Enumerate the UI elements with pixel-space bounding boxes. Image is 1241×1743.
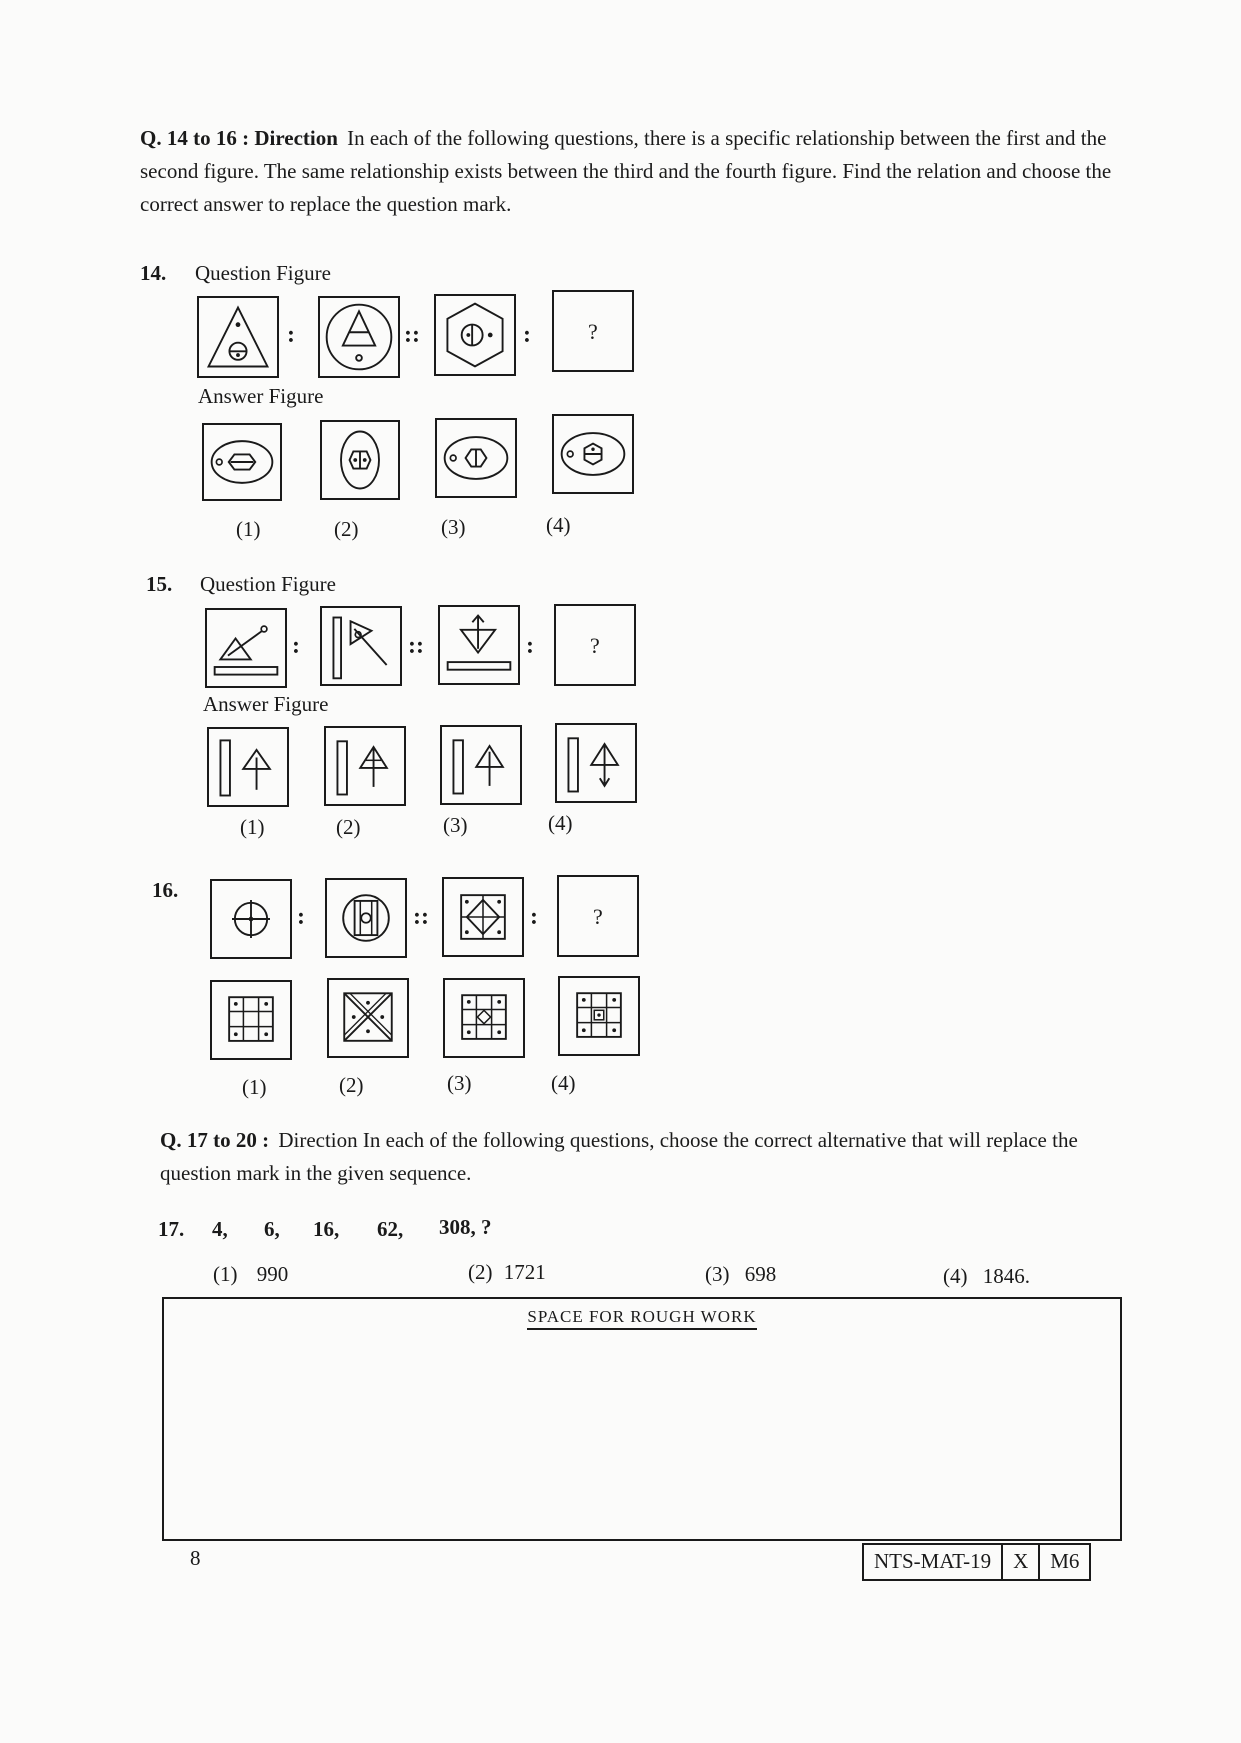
q14-fig1 — [197, 296, 279, 378]
q14-fig3 — [434, 294, 516, 376]
rough-work-box — [162, 1297, 1122, 1541]
q17-option-3-num: (3) — [705, 1262, 730, 1286]
q15-fig2 — [320, 606, 402, 686]
q15-number: 15. — [146, 572, 173, 596]
q16-fig1 — [210, 879, 292, 959]
q16-option-3: (3) — [447, 1071, 472, 1095]
q15-fig3 — [438, 605, 520, 685]
rough-work-label: SPACE FOR ROUGH WORK — [527, 1307, 756, 1330]
q14-colon-1: : — [287, 322, 295, 348]
direction-17-text: Direction In each of the following questions, choose the correct alternative that will replace the question mark in the given sequence. — [160, 1128, 1078, 1185]
q14-answer-label: Answer Figure — [198, 384, 324, 408]
q14-colon-2: : — [523, 322, 531, 348]
q14-question-label: Question Figure — [195, 261, 331, 285]
q14-fig4 — [552, 290, 634, 372]
q16-colon-2: : — [530, 904, 538, 930]
q16-colon-1: : — [297, 904, 305, 930]
q17-option-1-num: (1) — [213, 1262, 238, 1286]
q17-term-1: 4, — [212, 1217, 228, 1241]
direction-label: Q. 14 to 16 : Direction — [140, 126, 338, 150]
q16-option-2: (2) — [339, 1073, 364, 1097]
q17-option-4-value: 1846. — [982, 1264, 1030, 1288]
q14-double-colon: :: — [404, 322, 420, 348]
q15-fig4 — [554, 604, 636, 686]
q16-question-mark: ? — [593, 904, 603, 929]
q17-term-5: 308, ? — [439, 1215, 492, 1239]
q15-fig1 — [205, 608, 287, 688]
q15-ans4[interactable] — [555, 723, 637, 803]
q15-ans2[interactable] — [324, 726, 406, 806]
q14-option-4: (4) — [546, 513, 571, 537]
q16-option-4: (4) — [551, 1071, 576, 1095]
q17-option-2[interactable] — [468, 1262, 546, 1283]
q15-ans3[interactable] — [440, 725, 522, 805]
q15-answer-label: Answer Figure — [203, 692, 329, 716]
q14-option-3: (3) — [441, 515, 466, 539]
q17-term-4: 62, — [377, 1217, 404, 1241]
q17-option-2-value: 1721 — [503, 1260, 546, 1284]
q17-option-1-value: 990 — [256, 1262, 289, 1286]
q14-ans2[interactable] — [320, 420, 400, 500]
q14-fig2 — [318, 296, 400, 378]
q16-ans1[interactable] — [210, 980, 292, 1060]
q14-option-1: (1) — [236, 517, 261, 541]
q15-question-label: Question Figure — [200, 572, 336, 596]
rough-work-title — [164, 1307, 1120, 1327]
q16-number: 16. — [152, 878, 179, 902]
q15-option-2: (2) — [336, 815, 361, 839]
q17-option-2-num: (2) — [468, 1260, 493, 1284]
q17-option-3-value: 698 — [744, 1262, 777, 1286]
q15-colon-1: : — [292, 633, 300, 659]
q15-option-3: (3) — [443, 813, 468, 837]
q17-option-1[interactable] — [213, 1264, 288, 1285]
q14-ans1[interactable] — [202, 423, 282, 501]
direction-14-16 — [140, 122, 1125, 221]
q15-option-1: (1) — [240, 815, 265, 839]
q17-term-3: 16, — [313, 1217, 340, 1241]
paper-class: X — [1003, 1545, 1040, 1579]
paper-code-box — [862, 1543, 1091, 1581]
q15-question-mark: ? — [590, 633, 600, 658]
q15-option-4: (4) — [548, 811, 573, 835]
q16-ans2[interactable] — [327, 978, 409, 1058]
q16-option-1: (1) — [242, 1075, 267, 1099]
q17-term-2: 6, — [264, 1217, 280, 1241]
q16-ans4[interactable] — [558, 976, 640, 1056]
q16-fig3 — [442, 877, 524, 957]
q17-option-4[interactable] — [943, 1266, 1030, 1287]
q15-ans1[interactable] — [207, 727, 289, 807]
q16-double-colon: :: — [413, 904, 429, 930]
q17-number: 17. — [158, 1217, 185, 1241]
q14-ans3[interactable] — [435, 418, 517, 498]
paper-set: M6 — [1050, 1549, 1080, 1573]
q14-option-2: (2) — [334, 517, 359, 541]
q14-question-mark: ? — [588, 319, 598, 344]
q14-ans4[interactable] — [552, 414, 634, 494]
q17-option-3[interactable] — [705, 1264, 776, 1285]
direction-text: In each of the following questions, there is a specific relationship between the first and the second figure. The same relationship exists between the third and the fourth figure. Find the relation and choose the correct answer to replace the question mark. — [140, 126, 1112, 216]
direction-17-20 — [160, 1124, 1125, 1190]
q16-fig2 — [325, 878, 407, 958]
q15-colon-2: : — [526, 633, 534, 659]
direction-17-label: Q. 17 to 20 : — [160, 1128, 270, 1152]
paper-code: NTS-MAT-19 — [864, 1545, 1003, 1579]
q16-fig4 — [557, 875, 639, 957]
q14-number: 14. — [140, 261, 167, 285]
q16-ans3[interactable] — [443, 978, 525, 1058]
q15-double-colon: :: — [408, 633, 424, 659]
q17-option-4-num: (4) — [943, 1264, 968, 1288]
page-number: 8 — [190, 1546, 201, 1570]
